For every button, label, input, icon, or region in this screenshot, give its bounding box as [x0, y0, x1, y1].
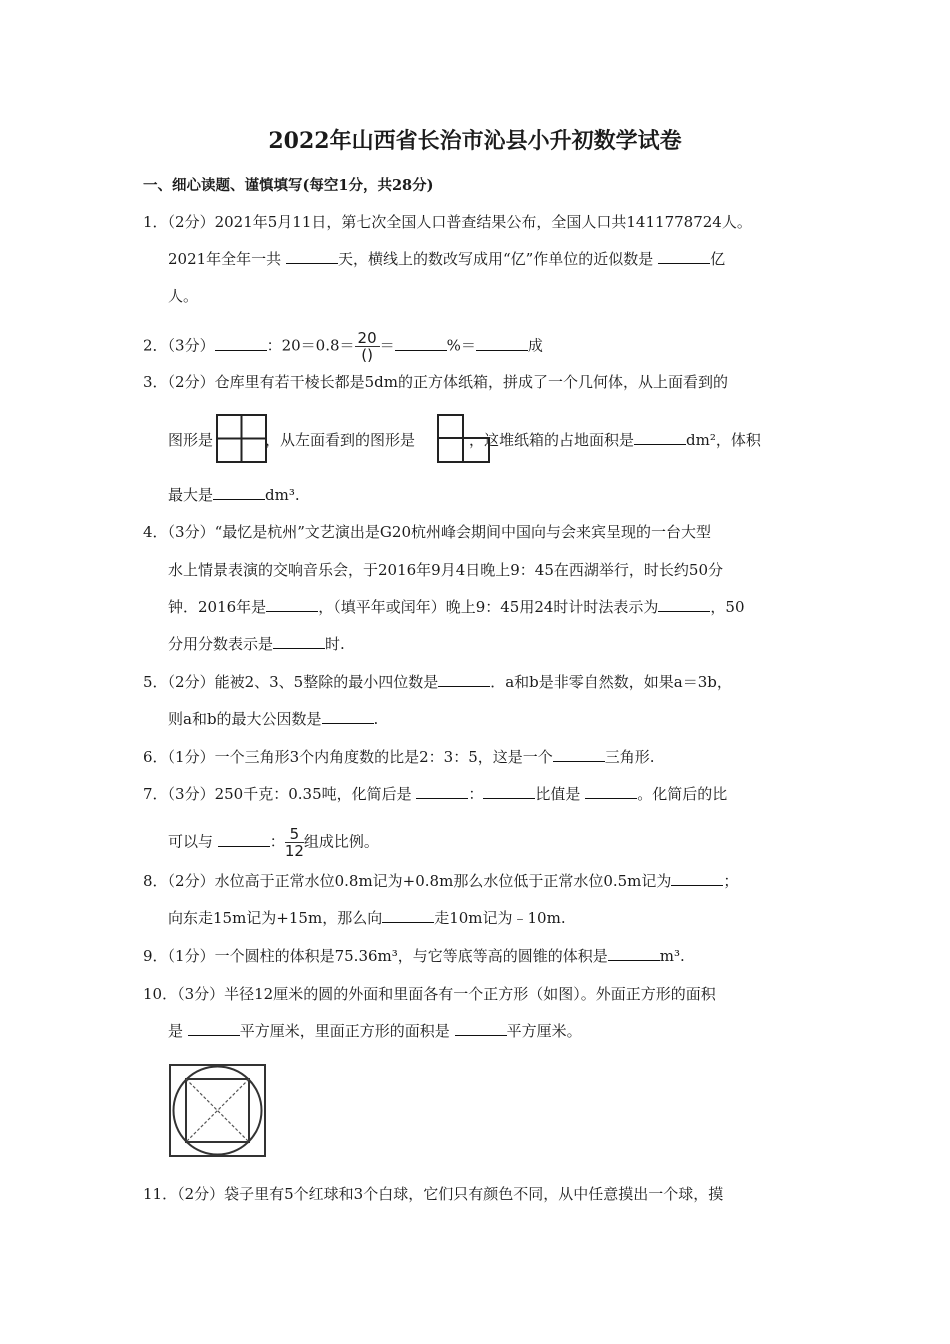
- q3-line1: 3．（2分）仓库里有若干棱长都是5dm的正方体纸箱，拼成了一个几何体，从上面看到的: [143, 373, 728, 391]
- top-view-figure: [216, 414, 268, 464]
- q3-line2: 图形是 ，从左面看到的图形是 ，这堆纸箱的占地面积是 dm²，体积: [168, 431, 761, 449]
- answer-blank[interactable]: [658, 597, 710, 612]
- fraction: $\frac{5}{12}$: [284, 825, 304, 860]
- answer-blank[interactable]: [634, 430, 686, 445]
- q8-line1: 8．（2分）水位高于正常水位0.8m记为+0.8m那么水位低于正常水位0.5m记为 ；: [143, 872, 739, 890]
- q4-line4: 分用分数表示是 时.: [168, 635, 345, 653]
- answer-blank[interactable]: [266, 597, 318, 612]
- q10-line1: 10．（3分）半径12厘米的圆的外面和里面各有一个正方形（如图）。外面正方形的面积: [143, 985, 716, 1003]
- answer-blank[interactable]: [658, 249, 710, 264]
- q4-line3: 钟．2016年是 ，（填平年或闰年）晚上9：45用24时计时法表示为 ，50: [168, 598, 745, 616]
- answer-blank[interactable]: [382, 908, 434, 923]
- left-view-figure: [437, 414, 491, 464]
- answer-blank[interactable]: [416, 784, 468, 799]
- answer-blank[interactable]: [476, 336, 528, 351]
- q1-line3: 人。: [168, 287, 199, 305]
- answer-blank[interactable]: [671, 871, 723, 886]
- fraction: $\frac{20}{()}$: [355, 330, 380, 363]
- q4-line1: 4．（3分）“最忆是杭州”文艺演出是G20杭州峰会期间中国向与会来宾呈现的一台大型: [143, 523, 711, 541]
- q10-line2: 是 平方厘米，里面正方形的面积是 平方厘米。: [168, 1022, 582, 1040]
- answer-blank[interactable]: [273, 634, 325, 649]
- answer-blank[interactable]: [286, 249, 338, 264]
- answer-blank[interactable]: [438, 672, 490, 687]
- q11-line1: 11．（2分）袋子里有5个红球和3个白球，它们只有颜色不同，从中任意摸出一个球，摸: [143, 1185, 724, 1203]
- answer-blank[interactable]: [322, 709, 374, 724]
- q4-line2: 水上情景表演的交响音乐会，于2016年9月4日晚上9：45在西湖举行，时长约50分: [168, 561, 723, 579]
- q6-line: 6．（1分）一个三角形3个内角度数的比是2：3：5，这是一个 三角形.: [143, 748, 655, 766]
- circle-squares-figure: [168, 1063, 268, 1159]
- answer-blank[interactable]: [395, 336, 447, 351]
- q3-line3: 最大是 dm³.: [168, 486, 300, 504]
- answer-blank[interactable]: [213, 485, 265, 500]
- q7-line2: 可以与 ： $\frac{5}{12}$ 组成比例。: [168, 825, 379, 860]
- answer-blank[interactable]: [553, 747, 605, 762]
- answer-blank[interactable]: [215, 336, 267, 351]
- answer-blank[interactable]: [218, 832, 270, 847]
- q5-line2: 则a和b的最大公因数是 .: [168, 710, 379, 728]
- section-heading: 一、细心读题、谨慎填写(每空1分，共28分): [143, 177, 434, 194]
- q2-line: 2．（3分） ：20＝0.8＝ $\frac{20}{()}$ ＝ %＝ 成: [143, 329, 543, 364]
- answer-blank[interactable]: [483, 784, 535, 799]
- q5-line1: 5．（2分）能被2、3、5整除的最小四位数是 ．a和b是非零自然数，如果a＝3b，: [143, 673, 732, 691]
- q8-line2: 向东走15m记为+15m，那么向 走10m记为﹣10m.: [168, 909, 566, 927]
- q1-line2: 2021年全年一共 天，横线上的数改写成用“亿”作单位的近似数是 亿: [168, 250, 726, 268]
- page-title: 2022年山西省长治市沁县小升初数学试卷: [268, 128, 682, 154]
- answer-blank[interactable]: [608, 946, 660, 961]
- q1-line1: 1．（2分）2021年5月11日，第七次全国人口普查结果公布，全国人口共1411778724人。: [143, 213, 752, 231]
- q9-line: 9．（1分）一个圆柱的体积是75.36m³，与它等底等高的圆锥的体积是 m³.: [143, 947, 685, 965]
- q7-line1: 7．（3分）250千克：0.35吨，化简后是 ： 比值是 。化简后的比: [143, 785, 728, 803]
- answer-blank[interactable]: [188, 1021, 240, 1036]
- answer-blank[interactable]: [585, 784, 637, 799]
- answer-blank[interactable]: [455, 1021, 507, 1036]
